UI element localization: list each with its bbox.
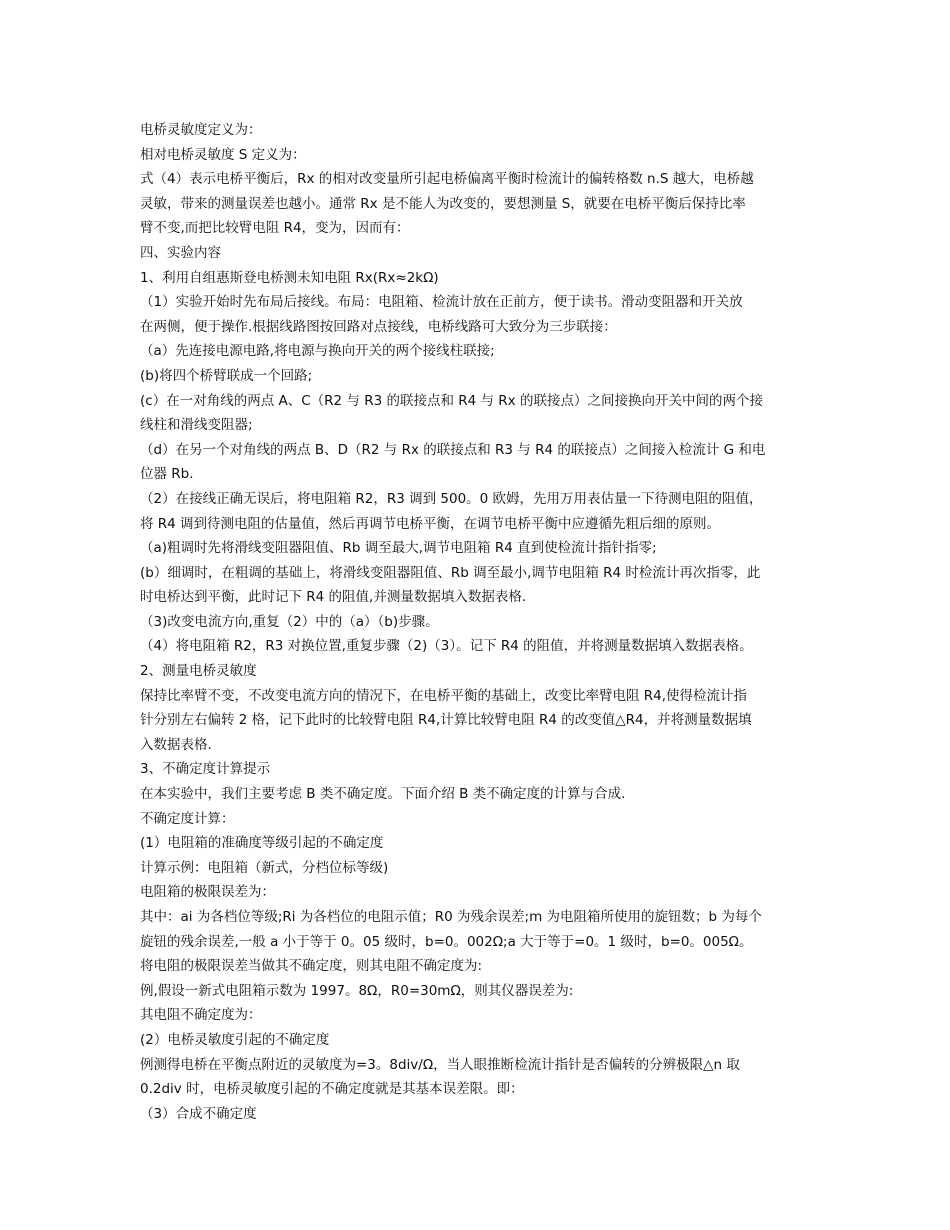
subsection-heading: 3、不确定度计算提示 [140, 761, 271, 778]
text-line: 计算示例：电阻箱（新式，分档位标等级) [140, 859, 389, 876]
subsection-heading: 2、测量电桥灵敏度 [140, 663, 257, 680]
text-line: (1）电阻箱的准确度等级引起的不确定度 [140, 835, 384, 852]
text-line: 电桥灵敏度定义为： [140, 122, 262, 138]
text-line: 将 R4 调到待测电阻的估量值，然后再调节电桥平衡，在调节电桥平衡中应遵循先粗后细的原则。 [140, 515, 721, 532]
text-line: 在本实验中，我们主要考虑 B 类不确定度。下面介绍 B 类不确定度的计算与合成. [140, 786, 626, 803]
text-line: 灵敏，带来的测量误差也越小。通常 Rx 是不能人为改变的，要想测量 S，就要在电桥平衡后保持比率 [140, 195, 746, 212]
text-line: 其中：ai 为各档位等级;Ri 为各档位的电阻示值；R0 为残余误差;m 为电阻箱所使用的旋钮数；b 为每个 [140, 909, 762, 925]
text-line: 0.2div 时，电桥灵敏度引起的不确定度就是其基本误差限。即： [140, 1081, 524, 1098]
text-line: （3）合成不确定度 [140, 1105, 257, 1122]
text-line: （a)粗调时先将滑线变阻器阻值、Rb 调至最大,调节电阻箱 R4 直到使检流计指针指零; [140, 540, 657, 557]
text-line: 线柱和滑线变阻器; [140, 417, 253, 434]
text-line: 旋钮的残余误差,一般 a 小于等于 0。05 级时，b=0。002Ω;a 大于等于=0。1 级时，b=0。005Ω。 [140, 933, 753, 950]
text-line: 电阻箱的极限误差为： [140, 884, 275, 901]
text-line: （3)改变电流方向,重复（2）中的（a）（b)步骤。 [140, 613, 439, 630]
text-line: 针分别左右偏转 2 格，记下此时的比较臂电阻 R4,计算比较臂电阻 R4 的改变值△R4，并将测量数据填 [140, 712, 752, 729]
text-line: （2）在接线正确无误后，将电阻箱 R2，R3 调到 500。0 欧姆，先用万用表估量一下待测电阻的阻值， [140, 490, 763, 507]
text-line: (b)将四个桥臂联成一个回路; [140, 367, 313, 384]
text-line: 位器 Rb. [140, 466, 194, 483]
text-line: 入数据表格. [140, 736, 212, 753]
text-line: 相对电桥灵敏度 S 定义为： [140, 146, 306, 163]
subsection-heading: 1、利用自组惠斯登电桥测未知电阻 Rx(Rx≈2kΩ) [140, 269, 439, 286]
text-line: (b）细调时，在粗调的基础上，将滑线变阻器阻值、Rb 调至最小,调节电阻箱 R4 时检流计再次指零，此 [140, 564, 761, 581]
text-line: 不确定度计算： [140, 810, 235, 827]
text-line: （1）实验开始时先布局后接线。布局：电阻箱、检流计放在正前方，便于读书。滑动变阻器和开关放 [140, 294, 743, 311]
text-line: (2）电桥灵敏度引起的不确定度 [140, 1031, 330, 1048]
text-line: 臂不变,而把比较臂电阻 R4，变为，因而有： [140, 220, 410, 237]
text-line: （a）先连接电源电路,将电源与换向开关的两个接线柱联接; [140, 343, 495, 360]
text-line: 在两侧，便于操作.根据线路图按回路对点接线，电桥线路可大致分为三步联接： [140, 318, 617, 335]
text-line: 例测得电桥在平衡点附近的灵敏度为=3。8div/Ω，当人眼推断检流计指针是否偏转的分辨极限△n 取 [140, 1056, 740, 1073]
text-line: 例,假设一新式电阻箱示数为 1997。8Ω，R0=30mΩ，则其仪器误差为: [140, 982, 574, 999]
text-line: 将电阻的极限误差当做其不确定度，则其电阻不确定度为: [140, 958, 483, 975]
section-heading: 四、实验内容 [140, 244, 221, 261]
document-body [140, 118, 812, 1126]
text-line: 其电阻不确定度为： [140, 1007, 262, 1024]
text-line: 时电桥达到平衡，此时记下 R4 的阻值,并测量数据填入数据表格. [140, 589, 527, 606]
text-line: 式（4）表示电桥平衡后，Rx 的相对改变量所引起电桥偏离平衡时检流计的偏转格数 n.S 越大，电桥越 [140, 171, 754, 188]
text-line: （d）在另一个对角线的两点 B、D（R2 与 Rx 的联接点和 R3 与 R4 的联接点）之间接入检流计 G 和电 [140, 441, 766, 458]
text-line: (c）在一对角线的两点 A、C（R2 与 R3 的联接点和 R4 与 Rx 的联接点）之间接换向开关中间的两个接 [140, 392, 763, 409]
text-line: （4）将电阻箱 R2，R3 对换位置,重复步骤（2)（3）。记下 R4 的阻值，并将测量数据填入数据表格。 [140, 638, 753, 655]
text-line: 保持比率臂不变，不改变电流方向的情况下，在电桥平衡的基础上，改变比率臂电阻 R4,使得检流计指 [140, 687, 748, 704]
